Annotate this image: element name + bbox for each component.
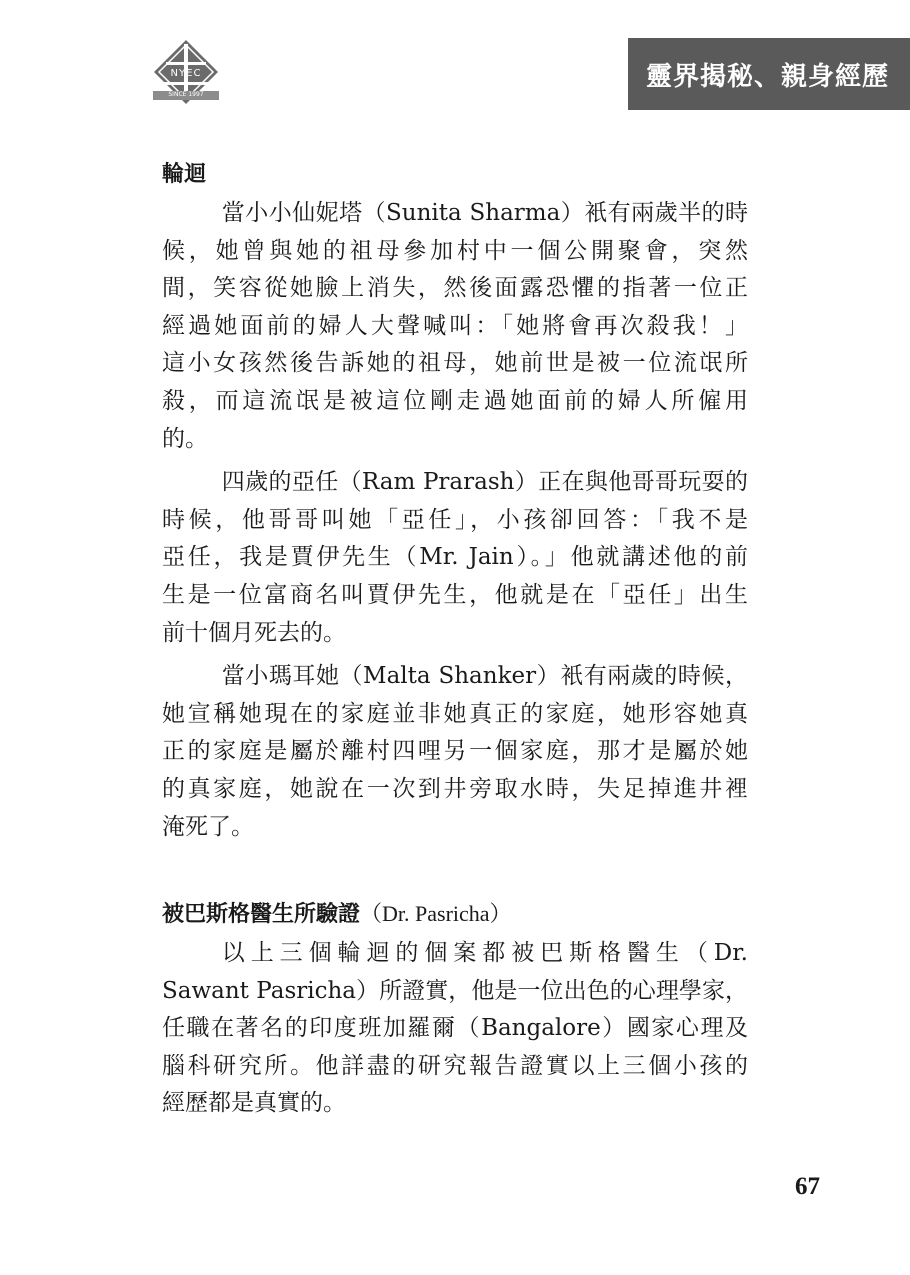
paragraph-pasricha [162, 935, 748, 1123]
paragraph-ram [162, 464, 748, 652]
text-line: 亞任，我是賈伊先生（Mr. Jain）。」他就講述他的前 [162, 544, 748, 571]
text-line: 時候，他哥哥叫她「亞任」，小孩卻回答：「我不是 [162, 506, 748, 533]
text-line: 經過她面前的婦人大聲喊叫：「她將會再次殺我！」 [162, 312, 748, 339]
text-line: 她宣稱她現在的家庭並非她真正的家庭，她形容她真 [162, 700, 748, 727]
logo-text: NYEC [170, 68, 202, 79]
heading-verification-latin: （Dr. Pasricha） [360, 901, 512, 927]
text-line: 腦科研究所。他詳盡的研究報告證實以上三個小孩的 [162, 1052, 748, 1079]
page-number: 67 [795, 1173, 820, 1200]
text-line: 的真家庭，她說在一次到井旁取水時，失足掉進井裡 [162, 775, 748, 802]
text-line: Sawant Pasricha）所證實，他是一位出色的心理學家， [162, 977, 748, 1004]
text-line: 殺，而這流氓是被這位剛走過她面前的婦人所僱用 [162, 387, 748, 414]
text-line: 的。 [162, 425, 208, 452]
heading-reincarnation: 輪迴 [162, 162, 207, 187]
text-line: 這小女孩然後告訴她的祖母，她前世是被一位流氓所 [162, 350, 748, 377]
text-line: 淹死了。 [162, 813, 254, 840]
text-line: 四歲的亞任（Ram Prarash）正在與他哥哥玩耍的 [221, 469, 748, 496]
text-line: 任職在著名的印度班加羅爾（Bangalore）國家心理及 [162, 1015, 748, 1042]
paragraph-sunita [162, 195, 748, 458]
section-title: 靈界揭秘、親身經歷 [646, 61, 890, 92]
text-line: 當小瑪耳她（Malta Shanker）衹有兩歲的時候， [221, 663, 748, 690]
text-line: 正的家庭是屬於離村四哩另一個家庭，那才是屬於她 [162, 738, 748, 765]
section-title-tab [628, 38, 910, 110]
page-body [162, 155, 748, 1123]
text-line: 經歷都是真實的。 [162, 1090, 346, 1117]
text-line: 生是一位富商名叫賈伊先生，他就是在「亞任」出生 [162, 581, 748, 608]
text-line: 當小小仙妮塔（Sunita Sharma）衹有兩歲半的時 [221, 200, 748, 226]
heading-verification-cjk: 被巴斯格醫生所驗證 [162, 902, 361, 928]
text-line: 前十個月死去的。 [162, 619, 346, 646]
publisher-logo [148, 36, 224, 108]
logo-since: SINCE 1997 [168, 91, 204, 98]
text-line: 以上三個輪迴的個案都被巴斯格醫生（Dr. [221, 940, 748, 967]
heading-verification [162, 894, 748, 935]
text-line: 候，她曾與她的祖母參加村中一個公開聚會，突然 [162, 237, 748, 264]
text-line: 間，笑容從她臉上消失，然後面露恐懼的指著一位正 [162, 275, 748, 302]
paragraph-malta [162, 658, 748, 846]
